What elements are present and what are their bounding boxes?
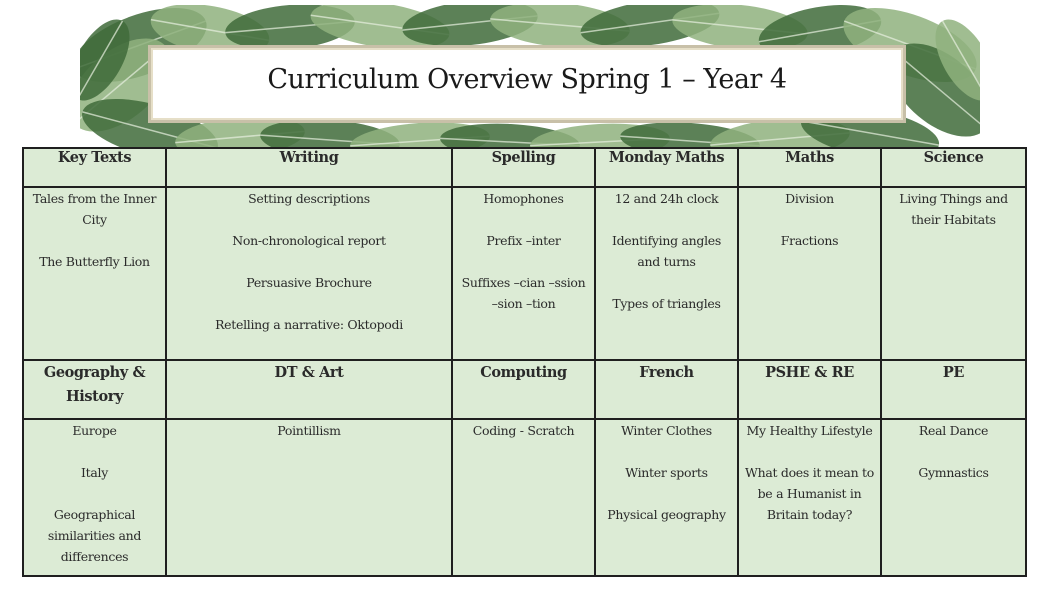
header-science: Science: [881, 148, 1026, 187]
header-dt-art: DT & Art: [166, 360, 452, 419]
topic-item: Identifying angles and turns: [611, 233, 722, 269]
topic-item: Retelling a narrative: Oktopodi: [215, 317, 403, 332]
topic-item: Real Dance: [918, 423, 989, 438]
topic-item: 12 and 24h clock: [614, 191, 719, 206]
header-writing: Writing: [166, 148, 452, 187]
topic-item: Setting descriptions: [248, 191, 370, 206]
header-maths: Maths: [738, 148, 881, 187]
spacer: [30, 230, 159, 251]
header-pe: PE: [881, 360, 1026, 419]
topic-item: Italy: [81, 465, 108, 480]
spacer: [459, 251, 588, 272]
header-spelling: Spelling: [452, 148, 595, 187]
header-row-2: [23, 360, 1026, 419]
header-computing: Computing: [452, 360, 595, 419]
topic-item: Persuasive Brochure: [246, 275, 372, 290]
cell-science: [881, 187, 1026, 360]
topic-item: Gymnastics: [918, 465, 989, 480]
topic-item: The Butterfly Lion: [39, 254, 150, 269]
header-geography-history: Geography & History: [23, 360, 166, 419]
cell-pshe-re: [738, 419, 881, 576]
spacer: [602, 209, 731, 230]
header-row-1: [23, 148, 1026, 187]
page-title: Curriculum Overview Spring 1 – Year 4: [267, 64, 787, 95]
spacer: [30, 441, 159, 462]
spacer: [30, 483, 159, 504]
topic-item: Physical geography: [607, 507, 726, 522]
content-row-2: [23, 419, 1026, 576]
spacer: [602, 483, 731, 504]
spacer: [602, 441, 731, 462]
cell-pe: [881, 419, 1026, 576]
cell-key-texts: [23, 187, 166, 360]
topic-item: Coding - Scratch: [472, 423, 575, 438]
curriculum-table: [22, 147, 1027, 577]
topic-item: Non-chronological report: [232, 233, 386, 248]
cell-computing: [452, 419, 595, 576]
spacer: [173, 293, 445, 314]
topic-item: Fractions: [780, 233, 839, 248]
spacer: [888, 441, 1019, 462]
topic-item: Winter sports: [625, 465, 708, 480]
topic-item: My Healthy Lifestyle: [746, 423, 873, 438]
spacer: [745, 209, 874, 230]
cell-geography-history: [23, 419, 166, 576]
title-banner: [80, 5, 980, 150]
topic-item: Geographical similarities and differences: [47, 507, 142, 564]
topic-item: Types of triangles: [612, 296, 721, 311]
cell-dt-art: [166, 419, 452, 576]
topic-item: Homophones: [483, 191, 564, 206]
topic-item: Division: [785, 191, 834, 206]
spacer: [602, 272, 731, 293]
title-box: [148, 45, 906, 123]
spacer: [173, 251, 445, 272]
cell-french: [595, 419, 738, 576]
header-pshe-re: PSHE & RE: [738, 360, 881, 419]
cell-spelling: [452, 187, 595, 360]
header-key-texts: Key Texts: [23, 148, 166, 187]
header-monday-maths: Monday Maths: [595, 148, 738, 187]
spacer: [745, 441, 874, 462]
topic-item: Winter Clothes: [621, 423, 712, 438]
spacer: [173, 209, 445, 230]
spacer: [459, 209, 588, 230]
topic-item: Suffixes –cian –ssion –sion –tion: [461, 275, 586, 311]
cell-maths: [738, 187, 881, 360]
topic-item: What does it mean to be a Humanist in Britain today?: [745, 465, 874, 522]
topic-item: Prefix –inter: [486, 233, 561, 248]
topic-item: Pointillism: [277, 423, 341, 438]
content-row-1: [23, 187, 1026, 360]
topic-item: Tales from the Inner City: [32, 191, 157, 227]
topic-item: Living Things and their Habitats: [899, 191, 1008, 227]
topic-item: Europe: [72, 423, 117, 438]
header-french: French: [595, 360, 738, 419]
cell-writing: [166, 187, 452, 360]
cell-monday-maths: [595, 187, 738, 360]
